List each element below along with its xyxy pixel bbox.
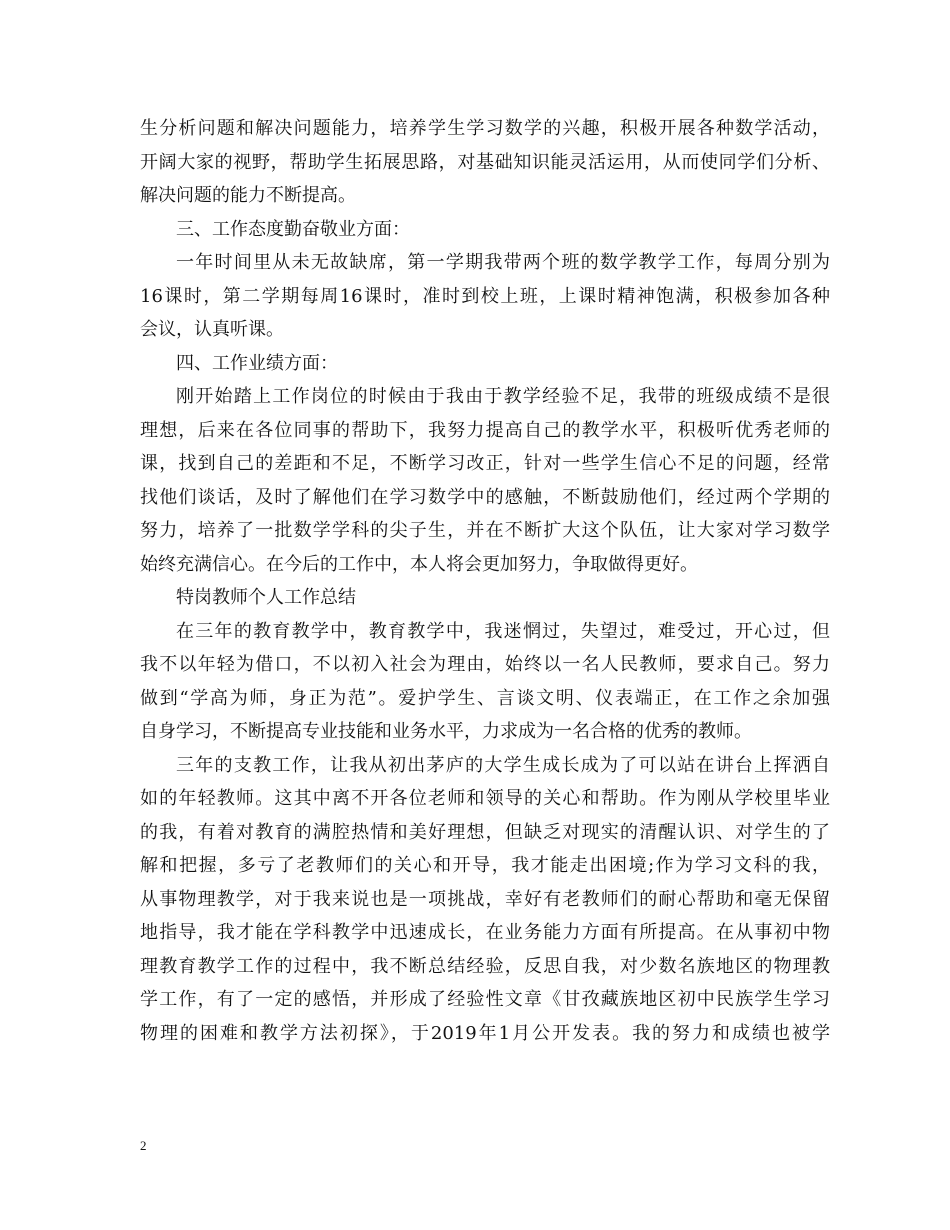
paragraph-line: 解和把握，多亏了老教师们的关心和开导，我才能走出困境;作为学习文科的我， [140, 855, 830, 876]
paragraph-line: 三年的支教工作，让我从初出茅庐的大学生成长成为了可以站在讲台上挥洒自 [176, 754, 830, 776]
paragraph-line: 理教育教学工作的过程中，我不断总结经验，反思自我，对少数名族地区的物理教 [140, 955, 830, 977]
paragraph-line: 学工作，有了一定的感悟，并形成了经验性文章《甘孜藏族地区初中民族学生学习 [140, 989, 830, 1010]
paragraph-line: 努力，培养了一批数学学科的尖子生，并在不断扩大这个队伍，让大家对学习数学 [140, 520, 830, 541]
paragraph-line: 一年时间里从未无故缺席，第一学期我带两个班的数学教学工作，每周分别为 [176, 252, 830, 273]
paragraph-line: 16课时，第二学期每周16课时，准时到校上班，上课时精神饱满，积极参加各种 [140, 285, 830, 307]
paragraph-line: 刚开始踏上工作岗位的时候由于我由于教学经验不足，我带的班级成绩不是很 [176, 386, 830, 407]
paragraph-line: 找他们谈话，及时了解他们在学习数学中的感触，不断鼓励他们，经过两个学期的 [140, 486, 830, 508]
paragraph-line: 课，找到自己的差距和不足，不断学习改正，针对一些学生信心不足的问题，经常 [140, 453, 830, 474]
paragraph-line: 在三年的教育教学中，教育教学中，我迷惘过，失望过，难受过，开心过，但 [176, 620, 830, 642]
paragraph-line: 如的年轻教师。这其中离不开各位老师和领导的关心和帮助。作为刚从学校里毕业 [140, 788, 830, 809]
page-number: 2 [140, 1138, 147, 1153]
paragraph-line: 的我，有着对教育的满腔热情和美好理想，但缺乏对现实的清醒认识、对学生的了 [140, 821, 830, 843]
paragraph-line: 我不以年轻为借口，不以初入社会为理由，始终以一名人民教师，要求自己。努力 [140, 654, 830, 675]
paragraph-line: 解决问题的能力不断提高。 [140, 185, 356, 206]
paragraph-line: 生分析问题和解决问题能力，培养学生学习数学的兴趣，积极开展各种数学活动， [140, 118, 830, 139]
paragraph-line: 理想，后来在各位同事的帮助下，我努力提高自己的教学水平，积极听优秀老师的 [140, 419, 830, 441]
section-heading: 特岗教师个人工作总结 [176, 587, 356, 608]
section-heading: 三、工作态度勤奋敬业方面： [176, 218, 410, 240]
paragraph-line: 开阔大家的视野，帮助学生拓展思路，对基础知识能灵活运用，从而使同学们分析、 [140, 151, 830, 173]
paragraph-line: 会议，认真听课。 [140, 319, 284, 340]
document-body [140, 112, 830, 1050]
section-heading: 四、工作业绩方面： [176, 352, 338, 374]
paragraph-line: 物理的困难和教学方法初探》，于2019年1月公开发表。我的努力和成绩也被学 [140, 1022, 830, 1044]
paragraph-line: 从事物理教学，对于我来说也是一项挑战，幸好有老教师们的耐心帮助和毫无保留 [140, 888, 830, 910]
paragraph-line: 自身学习，不断提高专业技能和业务水平，力求成为一名合格的优秀的教师。 [140, 721, 752, 742]
paragraph-line: 做到“学高为师，身正为范”。爱护学生、言谈文明、仪表端正，在工作之余加强 [140, 687, 830, 709]
paragraph-line: 地指导，我才能在学科教学中迅速成长，在业务能力方面有所提高。在从事初中物 [140, 922, 830, 943]
paragraph-line: 始终充满信心。在今后的工作中，本人将会更加努力，争取做得更好。 [140, 553, 698, 575]
